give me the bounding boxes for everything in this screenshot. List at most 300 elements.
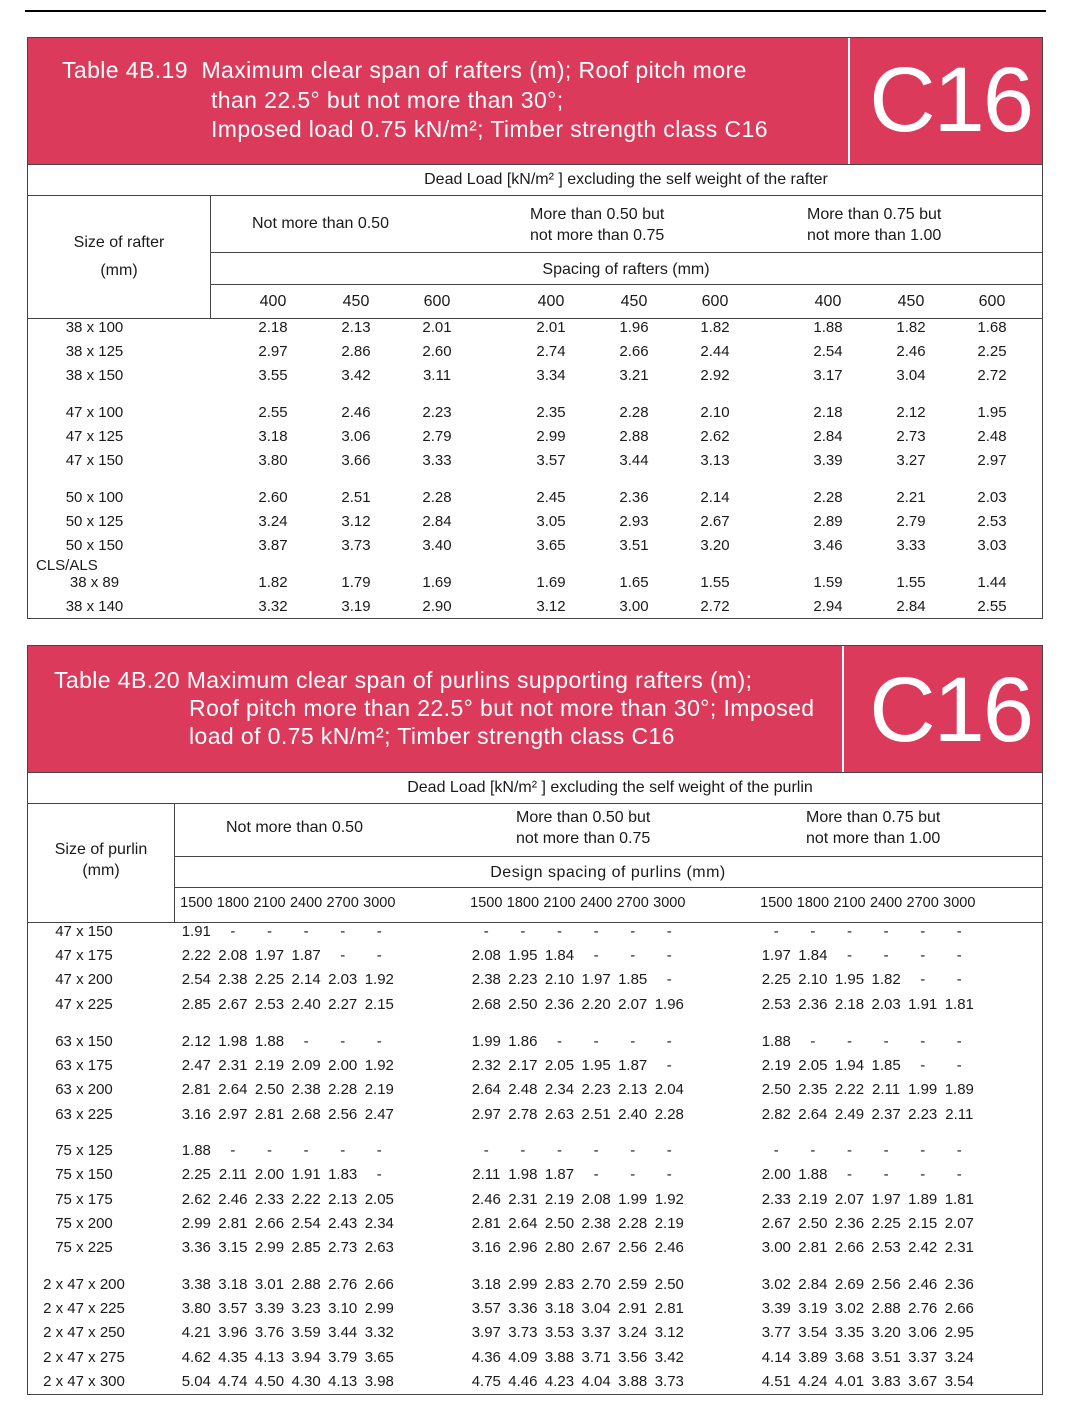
- span-value-cell: 2.35: [798, 1081, 828, 1098]
- span-value-cell: 2.79: [896, 513, 926, 530]
- span-value-cell: 2.19: [254, 1057, 285, 1074]
- span-value-cell: 3.39: [761, 1300, 791, 1317]
- span-value-cell: -: [666, 1142, 672, 1159]
- span-value-cell: 3.66: [341, 452, 371, 469]
- span-value-cell: 3.10: [328, 1300, 358, 1317]
- rafter-span-table: [27, 37, 1043, 619]
- span-value-cell: 2.81: [181, 1081, 211, 1098]
- span-value-cell: 2.69: [834, 1276, 865, 1293]
- span-value-cell: 2.00: [761, 1166, 791, 1183]
- span-value-cell: 2.13: [341, 319, 371, 336]
- span-value-cell: -: [846, 947, 852, 964]
- span-value-cell: 2.40: [291, 996, 321, 1013]
- table-row: [28, 1300, 1042, 1322]
- title-line: load of 0.75 kN/m²; Timber strength class C16: [189, 723, 675, 749]
- purlin-size-cell: 63 x 150: [55, 1033, 113, 1050]
- span-value-cell: 2.12: [896, 404, 926, 421]
- span-value-cell: 1.85: [618, 971, 648, 988]
- dead-load-label: Dead Load [kN/m² ] excluding the self weight of the rafter: [424, 171, 828, 188]
- span-value-cell: 2.56: [871, 1276, 901, 1293]
- span-value-cell: 2.31: [508, 1191, 538, 1208]
- purlin-size-cell: 63 x 200: [55, 1081, 113, 1098]
- spacing-column-header: 1500: [180, 895, 213, 911]
- span-value-cell: 3.71: [581, 1349, 611, 1366]
- span-value-cell: 2.46: [908, 1276, 938, 1293]
- rafter-size-cell: 50 x 100: [65, 489, 124, 506]
- span-value-cell: 2.12: [181, 1033, 211, 1050]
- span-value-cell: 3.35: [834, 1324, 865, 1341]
- span-value-cell: 2.38: [218, 971, 248, 988]
- span-value-cell: 3.67: [908, 1373, 938, 1390]
- span-value-cell: 3.04: [896, 367, 926, 384]
- table-header: [28, 164, 1042, 319]
- span-value-cell: 2.76: [908, 1300, 938, 1317]
- span-value-cell: 2.13: [618, 1081, 648, 1098]
- span-value-cell: 2.79: [422, 428, 452, 445]
- span-value-cell: 2.28: [328, 1081, 358, 1098]
- span-value-cell: 2.04: [654, 1081, 684, 1098]
- span-value-cell: 2.68: [291, 1106, 321, 1123]
- span-value-cell: -: [340, 1033, 346, 1050]
- span-value-cell: 1.96: [654, 996, 684, 1013]
- span-value-cell: -: [630, 1033, 636, 1050]
- span-value-cell: 2.25: [254, 971, 285, 988]
- span-value-cell: 3.80: [181, 1300, 211, 1317]
- span-value-cell: 2.67: [218, 996, 248, 1013]
- span-value-cell: 3.79: [328, 1349, 358, 1366]
- span-value-cell: 1.68: [977, 319, 1007, 336]
- span-value-cell: 3.34: [536, 367, 566, 384]
- span-value-cell: 3.02: [834, 1300, 865, 1317]
- strength-class-badge: [848, 38, 1042, 164]
- span-value-cell: 1.89: [908, 1191, 938, 1208]
- table-row: [28, 537, 1042, 559]
- span-value-cell: 1.86: [508, 1033, 538, 1050]
- span-value-cell: 2.36: [834, 1215, 865, 1232]
- span-value-cell: 2.07: [618, 996, 648, 1013]
- span-value-cell: 3.40: [422, 537, 452, 554]
- spacing-column-header: 2700: [616, 895, 649, 911]
- purlin-size-cell: 75 x 125: [55, 1142, 113, 1159]
- span-value-cell: -: [956, 1142, 962, 1159]
- span-value-cell: 1.82: [700, 319, 730, 336]
- span-value-cell: 3.18: [544, 1300, 575, 1317]
- span-value-cell: 2.19: [544, 1191, 575, 1208]
- table-row: [28, 1324, 1042, 1346]
- strength-class-code: C16: [869, 49, 1032, 151]
- span-value-cell: 2.07: [834, 1191, 865, 1208]
- table-row: [28, 1081, 1042, 1103]
- table-row: [28, 489, 1042, 511]
- span-value-cell: 1.81: [944, 1191, 974, 1208]
- span-value-cell: 2.81: [218, 1215, 248, 1232]
- span-value-cell: 2.99: [254, 1239, 285, 1256]
- span-value-cell: -: [883, 1142, 889, 1159]
- span-value-cell: 3.21: [619, 367, 649, 384]
- span-value-cell: 3.57: [536, 452, 566, 469]
- span-value-cell: 2.99: [536, 428, 566, 445]
- span-value-cell: 2.72: [977, 367, 1007, 384]
- span-value-cell: 2.05: [798, 1057, 828, 1074]
- span-value-cell: 2.54: [813, 343, 843, 360]
- span-value-cell: 2.21: [896, 489, 926, 506]
- span-value-cell: -: [630, 923, 636, 940]
- subheading: CLS/ALS: [36, 557, 98, 574]
- span-value-cell: 3.51: [619, 537, 649, 554]
- span-value-cell: 3.20: [871, 1324, 901, 1341]
- span-value-cell: 2.36: [798, 996, 828, 1013]
- span-value-cell: -: [303, 1142, 309, 1159]
- span-value-cell: 2.74: [536, 343, 566, 360]
- span-value-cell: 4.30: [291, 1373, 321, 1390]
- table-title: [62, 56, 768, 145]
- span-value-cell: -: [593, 1142, 599, 1159]
- purlin-size-cell: 2 x 47 x 200: [43, 1276, 125, 1293]
- table-row: [28, 1033, 1042, 1055]
- span-value-cell: 2.45: [536, 489, 566, 506]
- span-value-cell: -: [810, 1142, 816, 1159]
- table-number: Table 4B.20: [54, 667, 180, 693]
- span-value-cell: 2.97: [258, 343, 288, 360]
- span-value-cell: 3.55: [258, 367, 288, 384]
- span-value-cell: -: [920, 947, 926, 964]
- rafter-size-cell: 47 x 125: [65, 428, 124, 445]
- span-value-cell: 2.54: [291, 1215, 321, 1232]
- span-value-cell: 2.36: [944, 1276, 974, 1293]
- span-value-cell: -: [956, 1057, 962, 1074]
- span-value-cell: 4.74: [218, 1373, 248, 1390]
- span-value-cell: -: [666, 971, 672, 988]
- span-value-cell: 2.93: [619, 513, 649, 530]
- span-value-cell: 2.66: [364, 1276, 394, 1293]
- span-value-cell: 1.95: [508, 947, 538, 964]
- span-value-cell: 2.76: [328, 1276, 358, 1293]
- span-value-cell: 4.13: [254, 1349, 285, 1366]
- span-value-cell: -: [630, 1142, 636, 1159]
- span-value-cell: -: [666, 1057, 672, 1074]
- span-value-cell: 3.12: [654, 1324, 684, 1341]
- span-value-cell: 3.83: [871, 1373, 901, 1390]
- span-value-cell: 2.28: [619, 404, 649, 421]
- span-value-cell: 2.97: [977, 452, 1007, 469]
- title-line: Roof pitch more than 22.5° but not more than 30°; Imposed: [189, 695, 815, 721]
- span-value-cell: 3.06: [908, 1324, 938, 1341]
- span-value-cell: 2.64: [218, 1081, 248, 1098]
- span-value-cell: 2.11: [218, 1166, 247, 1183]
- span-value-cell: 2.64: [798, 1106, 828, 1123]
- span-value-cell: 2.84: [896, 598, 926, 615]
- span-value-cell: 1.87: [544, 1166, 575, 1183]
- span-value-cell: 2.23: [581, 1081, 611, 1098]
- spacing-column-header: 1800: [216, 895, 250, 911]
- span-value-cell: 2.46: [896, 343, 926, 360]
- span-value-cell: 2.01: [536, 319, 566, 336]
- table-row: [28, 923, 1042, 945]
- spacing-column-header: 2100: [543, 895, 576, 911]
- span-value-cell: 4.75: [471, 1373, 501, 1390]
- span-value-cell: -: [666, 923, 672, 940]
- span-value-cell: -: [666, 1166, 672, 1183]
- span-value-cell: 3.19: [798, 1300, 828, 1317]
- span-value-cell: 2.73: [896, 428, 926, 445]
- span-value-cell: 2.83: [544, 1276, 575, 1293]
- table-title: [54, 666, 815, 750]
- span-value-cell: 3.57: [471, 1300, 501, 1317]
- span-value-cell: -: [956, 947, 962, 964]
- span-value-cell: 2.84: [422, 513, 452, 530]
- span-value-cell: 3.18: [218, 1276, 248, 1293]
- span-value-cell: 2.90: [422, 598, 452, 615]
- span-value-cell: -: [376, 947, 382, 964]
- span-value-cell: -: [340, 923, 346, 940]
- table-number: Table 4B.19: [62, 57, 188, 83]
- spacing-column-header: 2100: [833, 895, 866, 911]
- span-value-cell: 4.62: [181, 1349, 211, 1366]
- span-value-cell: 3.32: [364, 1324, 394, 1341]
- span-value-cell: -: [556, 923, 562, 940]
- span-value-cell: -: [920, 1057, 926, 1074]
- span-value-cell: 2.01: [422, 319, 452, 336]
- span-value-cell: 2.66: [254, 1215, 285, 1232]
- table-row: [28, 598, 1042, 620]
- span-value-cell: -: [810, 1033, 816, 1050]
- span-value-cell: -: [230, 1142, 236, 1159]
- table-row: [28, 1142, 1042, 1164]
- spacing-column-header: 400: [814, 293, 842, 310]
- span-value-cell: 2.81: [798, 1239, 828, 1256]
- purlin-size-cell: 75 x 150: [55, 1166, 113, 1183]
- span-value-cell: 2.11: [472, 1166, 501, 1183]
- strength-class-code: C16: [869, 659, 1032, 761]
- span-value-cell: -: [773, 1142, 779, 1159]
- span-value-cell: 2.25: [977, 343, 1007, 360]
- span-value-cell: 2.20: [581, 996, 611, 1013]
- span-value-cell: 3.73: [654, 1373, 684, 1390]
- span-value-cell: 1.69: [536, 574, 566, 591]
- span-value-cell: 2.88: [291, 1276, 321, 1293]
- table-title-banner: [28, 38, 1042, 164]
- rafter-size-cell: 38 x 89: [69, 574, 120, 591]
- span-value-cell: -: [883, 1166, 889, 1183]
- span-value-cell: 2.11: [872, 1081, 901, 1098]
- rafter-size-cell: 47 x 100: [65, 404, 124, 421]
- table-row: [28, 1239, 1042, 1261]
- span-value-cell: 2.40: [618, 1106, 648, 1123]
- spacing-column-header: 3000: [363, 895, 396, 911]
- span-value-cell: 1.85: [871, 1057, 901, 1074]
- span-value-cell: 3.44: [328, 1324, 358, 1341]
- span-value-cell: 2.50: [544, 1215, 575, 1232]
- purlin-size-cell: 63 x 175: [55, 1057, 113, 1074]
- span-value-cell: 2.54: [181, 971, 211, 988]
- span-value-cell: 4.01: [834, 1373, 865, 1390]
- span-value-cell: 2.00: [254, 1166, 285, 1183]
- span-value-cell: 4.13: [328, 1373, 358, 1390]
- span-value-cell: -: [483, 1142, 489, 1159]
- span-value-cell: -: [666, 947, 672, 964]
- span-value-cell: 3.65: [536, 537, 566, 554]
- span-value-cell: 3.00: [619, 598, 649, 615]
- span-value-cell: 4.04: [581, 1373, 611, 1390]
- span-value-cell: 2.27: [328, 996, 358, 1013]
- span-value-cell: 1.91: [181, 923, 211, 940]
- rafter-size-cell: 38 x 100: [65, 319, 124, 336]
- spacing-column-header: 2400: [289, 895, 323, 911]
- table-header: [28, 772, 1042, 923]
- rafter-size-cell: 38 x 125: [65, 343, 124, 360]
- span-value-cell: -: [230, 923, 236, 940]
- span-value-cell: 2.88: [619, 428, 649, 445]
- span-value-cell: 5.04: [181, 1373, 211, 1390]
- span-value-cell: 2.28: [654, 1106, 684, 1123]
- purlin-size-cell: 63 x 225: [55, 1106, 113, 1123]
- spacing-column-header: 2700: [906, 895, 939, 911]
- span-value-cell: 2.88: [871, 1300, 901, 1317]
- span-value-cell: 2.18: [813, 404, 843, 421]
- span-value-cell: 3.42: [654, 1349, 684, 1366]
- table-row: [28, 1276, 1042, 1298]
- span-value-cell: 2.59: [618, 1276, 648, 1293]
- span-value-cell: 2.36: [619, 489, 649, 506]
- span-value-cell: 2.99: [364, 1300, 394, 1317]
- rafter-size-cell: 38 x 140: [65, 598, 124, 615]
- span-value-cell: -: [883, 1033, 889, 1050]
- span-value-cell: 2.50: [254, 1081, 285, 1098]
- spacing-column-header: 1500: [760, 895, 793, 911]
- span-value-cell: 3.38: [181, 1276, 211, 1293]
- span-value-cell: -: [846, 1166, 852, 1183]
- purlin-size-cell: 75 x 200: [55, 1215, 113, 1232]
- span-value-cell: 2.82: [761, 1106, 791, 1123]
- table-row: [28, 404, 1042, 426]
- span-value-cell: 2.99: [508, 1276, 538, 1293]
- span-value-cell: 1.95: [834, 971, 865, 988]
- span-value-cell: 2.03: [328, 971, 358, 988]
- span-value-cell: 3.13: [700, 452, 730, 469]
- span-value-cell: 2.73: [328, 1239, 358, 1256]
- dead-load-group: More than 0.50 but not more than 0.75: [516, 809, 651, 847]
- span-value-cell: 3.16: [471, 1239, 501, 1256]
- span-value-cell: 2.18: [258, 319, 288, 336]
- spacing-column-header: 1500: [470, 895, 503, 911]
- title-line: Maximum clear span of rafters (m); Roof pitch more: [201, 57, 747, 83]
- span-value-cell: 1.95: [977, 404, 1007, 421]
- span-value-cell: 2.66: [834, 1239, 865, 1256]
- span-value-cell: 2.56: [328, 1106, 358, 1123]
- span-value-cell: 2.66: [944, 1300, 974, 1317]
- span-value-cell: 1.89: [944, 1081, 974, 1098]
- span-value-cell: 2.11: [945, 1106, 974, 1123]
- span-value-cell: -: [303, 923, 309, 940]
- span-value-cell: 1.92: [654, 1191, 684, 1208]
- span-value-cell: 2.33: [761, 1191, 791, 1208]
- span-value-cell: 2.53: [254, 996, 285, 1013]
- dead-load-group: More than 0.75 but not more than 1.00: [806, 809, 941, 847]
- span-value-cell: -: [266, 1142, 272, 1159]
- span-value-cell: 2.47: [181, 1057, 211, 1074]
- span-value-cell: 4.14: [761, 1349, 791, 1366]
- span-value-cell: 3.54: [798, 1324, 828, 1341]
- span-value-cell: 3.33: [896, 537, 926, 554]
- span-value-cell: 2.23: [508, 971, 538, 988]
- span-value-cell: 3.57: [218, 1300, 248, 1317]
- span-value-cell: 2.50: [508, 996, 538, 1013]
- rafter-size-cell: 50 x 125: [65, 513, 124, 530]
- span-value-cell: 2.15: [908, 1215, 938, 1232]
- span-value-cell: -: [630, 1166, 636, 1183]
- span-value-cell: 2.64: [471, 1081, 501, 1098]
- span-value-cell: 1.82: [871, 971, 901, 988]
- table-body: [28, 319, 1042, 619]
- span-value-cell: 2.38: [291, 1081, 321, 1098]
- span-value-cell: 3.12: [536, 598, 566, 615]
- span-value-cell: 1.84: [544, 947, 575, 964]
- span-value-cell: 2.10: [798, 971, 828, 988]
- span-value-cell: 2.03: [977, 489, 1007, 506]
- span-value-cell: 2.25: [871, 1215, 901, 1232]
- span-value-cell: 2.10: [544, 971, 575, 988]
- span-value-cell: -: [593, 947, 599, 964]
- span-value-cell: 2.42: [908, 1239, 938, 1256]
- span-value-cell: 1.59: [813, 574, 843, 591]
- span-value-cell: 3.36: [508, 1300, 538, 1317]
- span-value-cell: 2.19: [798, 1191, 828, 1208]
- span-value-cell: 2.50: [798, 1215, 828, 1232]
- span-value-cell: -: [920, 971, 926, 988]
- span-value-cell: 3.06: [341, 428, 371, 445]
- span-value-cell: -: [376, 923, 382, 940]
- span-value-cell: -: [846, 1033, 852, 1050]
- table-row: [28, 1057, 1042, 1079]
- span-value-cell: 3.46: [813, 537, 843, 554]
- span-value-cell: 2.85: [181, 996, 211, 1013]
- span-value-cell: 2.38: [581, 1215, 611, 1232]
- table-row: [28, 452, 1042, 474]
- span-value-cell: 3.80: [258, 452, 288, 469]
- span-value-cell: -: [376, 1166, 382, 1183]
- spacing-column-header: 400: [259, 293, 287, 310]
- span-value-cell: 2.50: [761, 1081, 791, 1098]
- span-value-cell: 2.08: [218, 947, 248, 964]
- table-row: [28, 971, 1042, 993]
- span-value-cell: 2.84: [813, 428, 843, 445]
- span-value-cell: 2.46: [471, 1191, 501, 1208]
- span-value-cell: 2.14: [700, 489, 730, 506]
- span-value-cell: 2.53: [871, 1239, 901, 1256]
- purlin-size-cell: 47 x 225: [55, 996, 113, 1013]
- purlin-span-table: [27, 645, 1043, 1395]
- span-value-cell: 2.25: [761, 971, 791, 988]
- purlin-size-cell: 2 x 47 x 300: [43, 1373, 125, 1390]
- table-row: [28, 513, 1042, 535]
- span-value-cell: 2.60: [422, 343, 452, 360]
- span-value-cell: 3.96: [218, 1324, 248, 1341]
- table-row: [28, 1349, 1042, 1371]
- span-value-cell: 2.23: [908, 1106, 938, 1123]
- span-value-cell: 3.98: [364, 1373, 394, 1390]
- span-value-cell: -: [520, 923, 526, 940]
- dead-load-group: More than 0.75 but not more than 1.00: [807, 206, 942, 244]
- span-value-cell: 3.04: [581, 1300, 611, 1317]
- span-value-cell: 3.68: [834, 1349, 865, 1366]
- span-value-cell: 2.15: [364, 996, 394, 1013]
- span-value-cell: 3.89: [798, 1349, 828, 1366]
- span-value-cell: 2.81: [471, 1215, 501, 1232]
- span-value-cell: 2.10: [700, 404, 730, 421]
- page-top-rule: [25, 10, 1046, 12]
- span-value-cell: 1.87: [291, 947, 321, 964]
- span-value-cell: 1.83: [328, 1166, 358, 1183]
